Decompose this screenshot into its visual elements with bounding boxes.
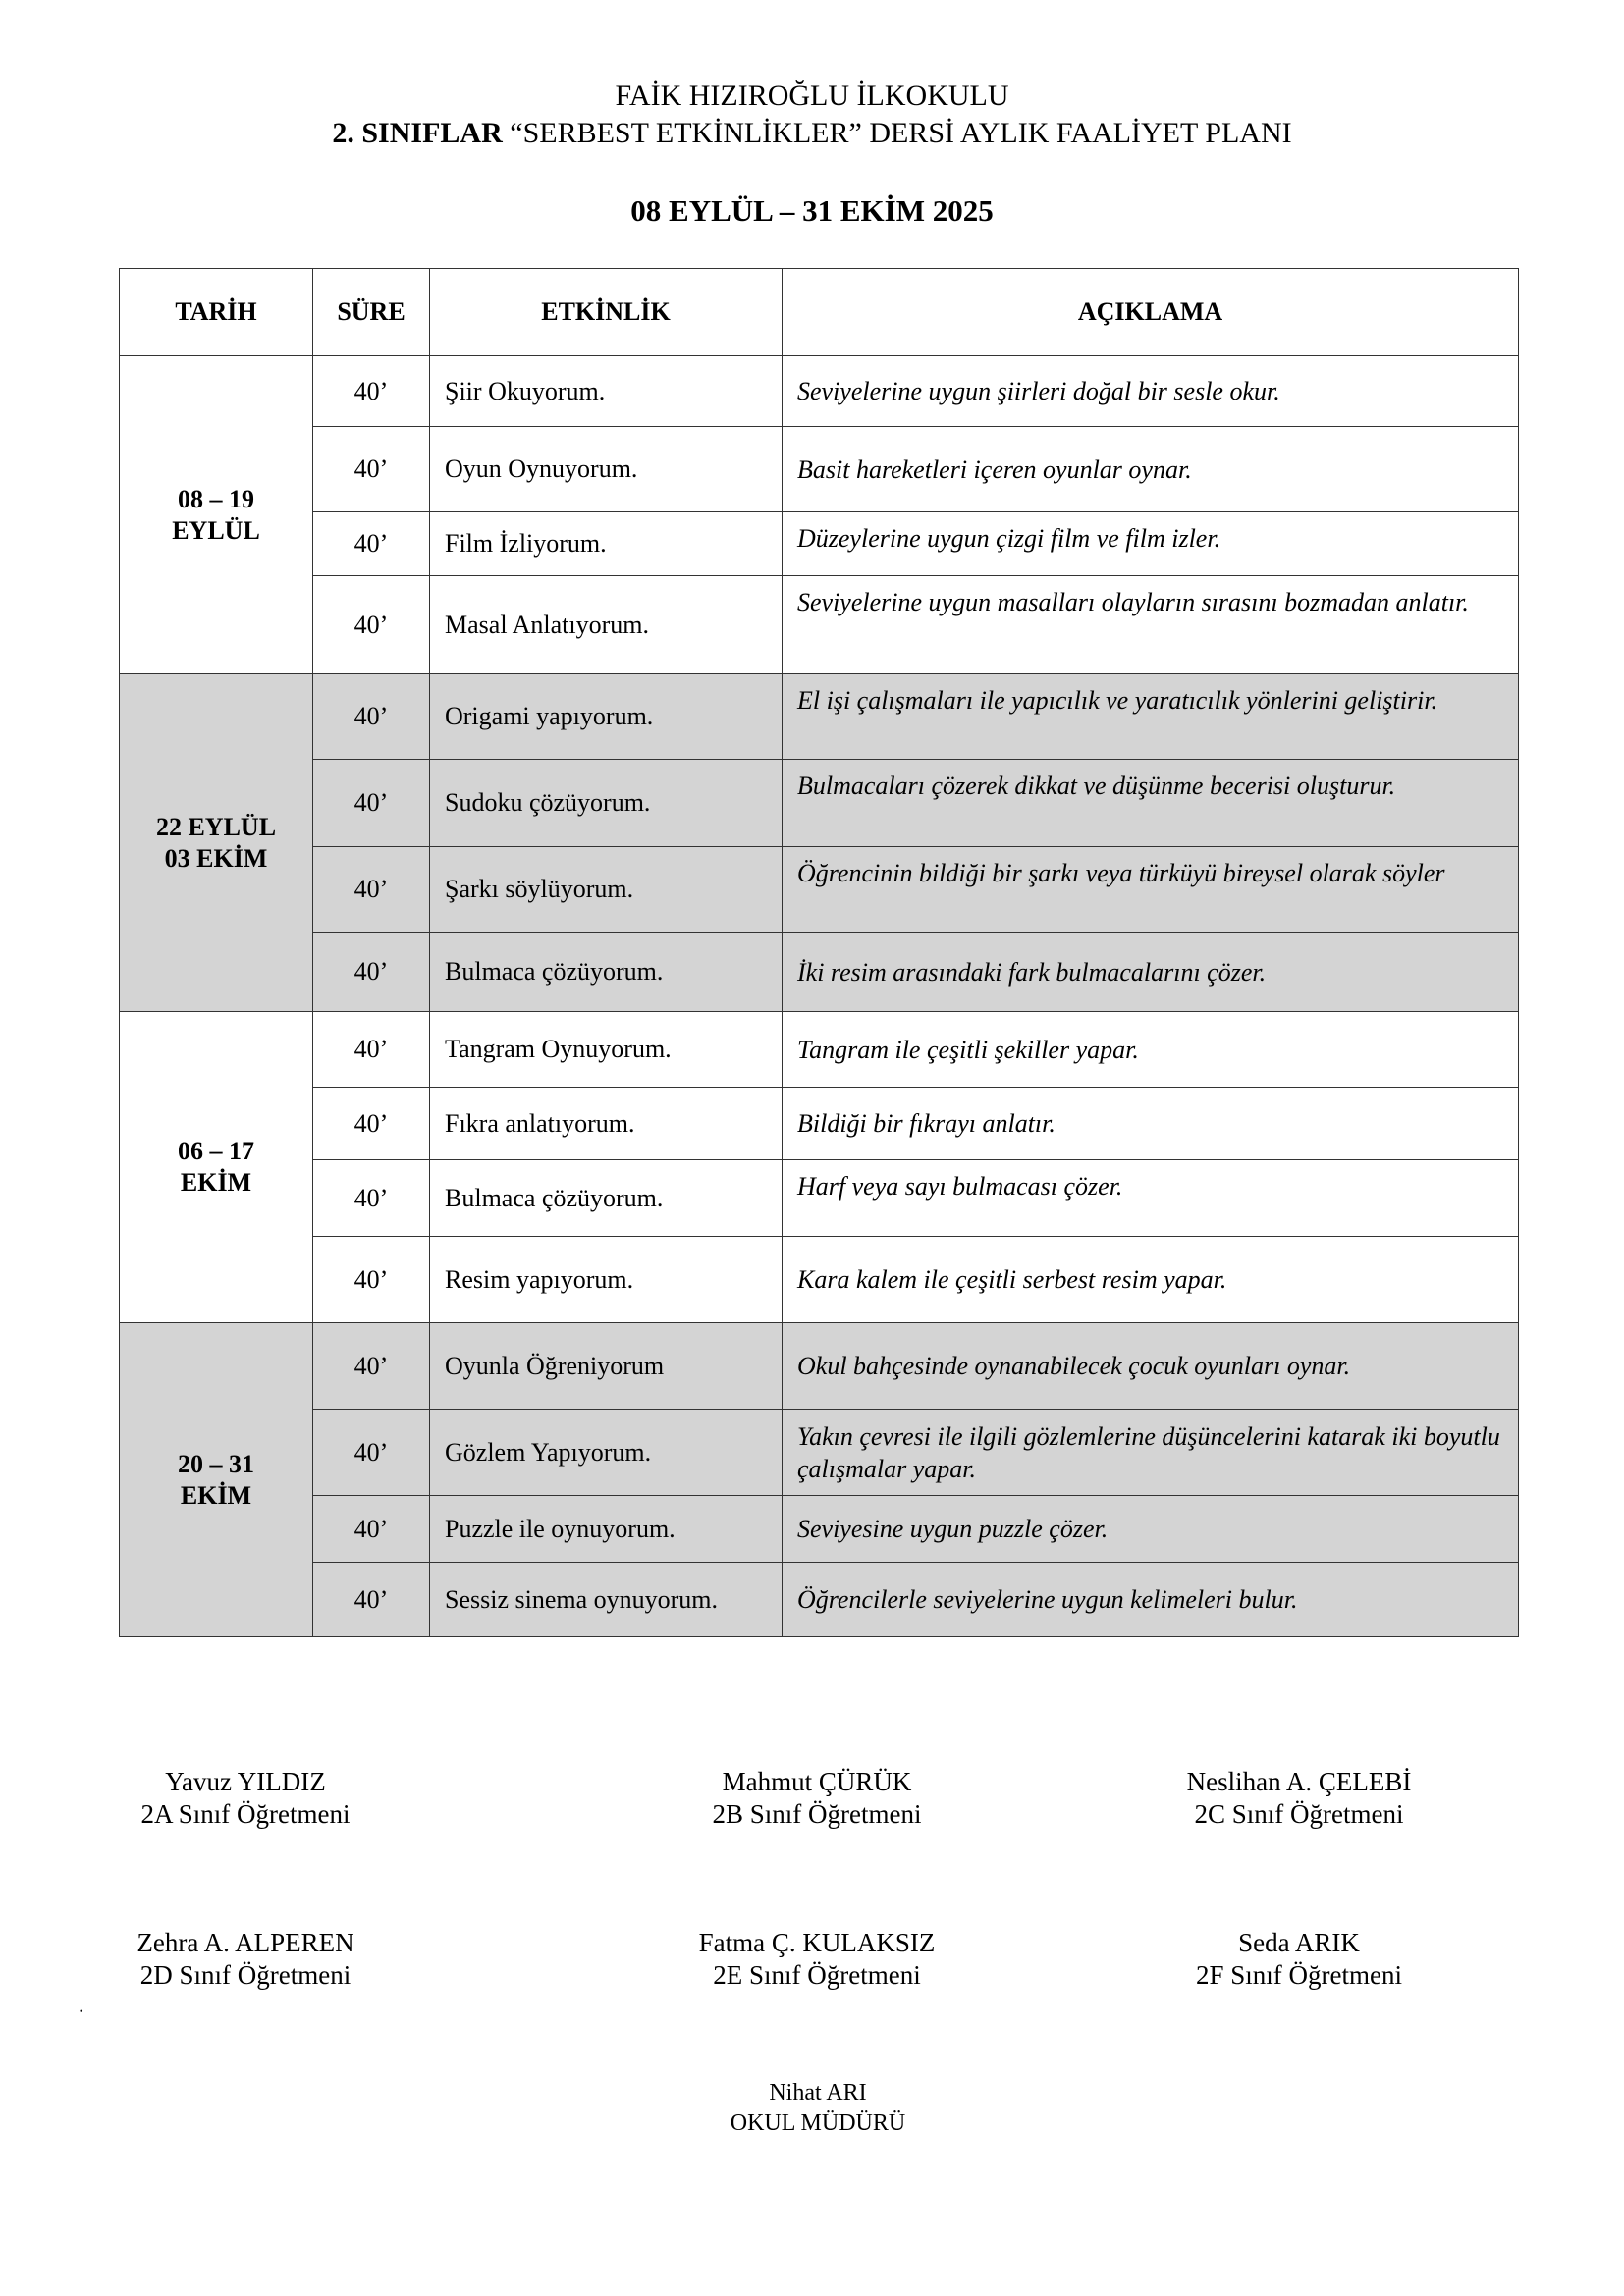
- signature-name: Nihat ARI: [769, 2080, 867, 2106]
- date-cell: 06 – 17 EKİM: [120, 1012, 313, 1323]
- column-header-date: TARİH: [120, 269, 313, 356]
- activity-cell: Bulmaca çözüyorum.: [430, 933, 783, 1012]
- activity-cell: Oyun Oynuyorum.: [430, 427, 783, 512]
- description-cell: Seviyelerine uygun masalları olayların sırasını bozmadan anlatır.: [783, 576, 1519, 674]
- duration-cell: 40’: [313, 1563, 430, 1637]
- description-cell: Öğrencilerle seviyelerine uygun kelimeleri bulur.: [783, 1563, 1519, 1637]
- duration-cell: 40’: [313, 847, 430, 933]
- description-cell: Seviyesine uygun puzzle çözer.: [783, 1496, 1519, 1563]
- table-row: [120, 1323, 1519, 1410]
- description-cell: Bildiği bir fıkrayı anlatır.: [783, 1088, 1519, 1160]
- description-cell: Basit hareketleri içeren oyunlar oynar.: [783, 427, 1519, 512]
- table-row: [120, 1088, 1519, 1160]
- description-cell: Harf veya sayı bulmacası çözer.: [783, 1160, 1519, 1237]
- signature-name: Zehra A. ALPEREN: [136, 1928, 354, 1957]
- stray-dot: .: [79, 1993, 84, 2017]
- signature-name: Yavuz YILDIZ: [165, 1767, 326, 1796]
- signature-principal: [641, 2078, 995, 2139]
- description-cell: Düzeylerine uygun çizgi film ve film izler.: [783, 512, 1519, 576]
- date-cell: 22 EYLÜL 03 EKİM: [120, 674, 313, 1012]
- signature-role: 2F Sınıf Öğretmeni: [1196, 1960, 1402, 1990]
- activity-cell: Puzzle ile oynuyorum.: [430, 1496, 783, 1563]
- table-row: [120, 1563, 1519, 1637]
- table-row: [120, 1410, 1519, 1496]
- table-row: [120, 356, 1519, 427]
- date-cell: 08 – 19 EYLÜL: [120, 356, 313, 674]
- activity-cell: Resim yapıyorum.: [430, 1237, 783, 1323]
- duration-cell: 40’: [313, 1160, 430, 1237]
- activity-cell: Gözlem Yapıyorum.: [430, 1410, 783, 1496]
- duration-cell: 40’: [313, 1012, 430, 1088]
- table-row: [120, 576, 1519, 674]
- plan-subtitle: [0, 116, 1624, 151]
- description-cell: Öğrencinin bildiği bir şarkı veya türküyü bireysel olarak söyler: [783, 847, 1519, 933]
- description-cell: El işi çalışmaları ile yapıcılık ve yaratıcılık yönlerini geliştirir.: [783, 674, 1519, 760]
- table-row: [120, 427, 1519, 512]
- signature-2e: [640, 1927, 994, 1992]
- signature-name: Seda ARIK: [1238, 1928, 1360, 1957]
- signature-role: 2B Sınıf Öğretmeni: [712, 1799, 922, 1829]
- table-row: [120, 1496, 1519, 1563]
- column-header-duration: SÜRE: [313, 269, 430, 356]
- signature-name: Fatma Ç. KULAKSIZ: [698, 1928, 936, 1957]
- activity-cell: Sessiz sinema oynuyorum.: [430, 1563, 783, 1637]
- signature-role: 2E Sınıf Öğretmeni: [713, 1960, 921, 1990]
- table-row: [120, 760, 1519, 847]
- activity-cell: Origami yapıyorum.: [430, 674, 783, 760]
- activity-cell: Fıkra anlatıyorum.: [430, 1088, 783, 1160]
- duration-cell: 40’: [313, 1323, 430, 1410]
- activity-cell: Oyunla Öğreniyorum: [430, 1323, 783, 1410]
- activity-cell: Tangram Oynuyorum.: [430, 1012, 783, 1088]
- date-cell: 20 – 31 EKİM: [120, 1323, 313, 1637]
- table-row: [120, 674, 1519, 760]
- column-header-description: AÇIKLAMA: [783, 269, 1519, 356]
- duration-cell: 40’: [313, 1088, 430, 1160]
- duration-cell: 40’: [313, 1496, 430, 1563]
- description-cell: Bulmacaları çözerek dikkat ve düşünme becerisi oluşturur.: [783, 760, 1519, 847]
- duration-cell: 40’: [313, 512, 430, 576]
- signature-role: 2C Sınıf Öğretmeni: [1194, 1799, 1404, 1829]
- duration-cell: 40’: [313, 576, 430, 674]
- activity-cell: Şiir Okuyorum.: [430, 356, 783, 427]
- signature-2a: [69, 1766, 422, 1831]
- description-cell: Kara kalem ile çeşitli serbest resim yapar.: [783, 1237, 1519, 1323]
- duration-cell: 40’: [313, 427, 430, 512]
- signature-2b: [640, 1766, 994, 1831]
- description-cell: Tangram ile çeşitli şekiller yapar.: [783, 1012, 1519, 1088]
- duration-cell: 40’: [313, 1237, 430, 1323]
- table-row: [120, 933, 1519, 1012]
- duration-cell: 40’: [313, 760, 430, 847]
- signature-role: OKUL MÜDÜRÜ: [730, 2110, 906, 2136]
- description-cell: Okul bahçesinde oynanabilecek çocuk oyunları oynar.: [783, 1323, 1519, 1410]
- duration-cell: 40’: [313, 674, 430, 760]
- signature-role: 2D Sınıf Öğretmeni: [139, 1960, 352, 1990]
- activity-plan-table: [119, 268, 1519, 1637]
- activity-cell: Bulmaca çözüyorum.: [430, 1160, 783, 1237]
- duration-cell: 40’: [313, 1410, 430, 1496]
- signature-2d: [69, 1927, 422, 1992]
- signature-name: Mahmut ÇÜRÜK: [722, 1767, 912, 1796]
- activity-cell: Şarkı söylüyorum.: [430, 847, 783, 933]
- description-cell: İki resim arasındaki fark bulmacalarını çözer.: [783, 933, 1519, 1012]
- description-cell: Yakın çevresi ile ilgili gözlemlerine düşüncelerini katarak iki boyutlu çalışmalar yapar.: [783, 1410, 1519, 1496]
- column-header-activity: ETKİNLİK: [430, 269, 783, 356]
- signature-name: Neslihan A. ÇELEBİ: [1186, 1767, 1412, 1796]
- table-row: [120, 1012, 1519, 1088]
- activity-cell: Masal Anlatıyorum.: [430, 576, 783, 674]
- subtitle-text: “SERBEST ETKİNLİKLER” DERSİ AYLIK FAALİYET PLANI: [502, 117, 1292, 149]
- subtitle-class: 2. SINIFLAR: [332, 117, 503, 149]
- activity-cell: Film İzliyorum.: [430, 512, 783, 576]
- duration-cell: 40’: [313, 356, 430, 427]
- table-row: [120, 1237, 1519, 1323]
- signature-2f: [1122, 1927, 1476, 1992]
- table-header-row: [120, 269, 1519, 356]
- description-cell: Seviyelerine uygun şiirleri doğal bir sesle okur.: [783, 356, 1519, 427]
- signature-role: 2A Sınıf Öğretmeni: [140, 1799, 351, 1829]
- table-row: [120, 847, 1519, 933]
- plan-period: 08 EYLÜL – 31 EKİM 2025: [630, 193, 994, 228]
- signature-2c: [1122, 1766, 1476, 1831]
- duration-cell: 40’: [313, 933, 430, 1012]
- activity-cell: Sudoku çözüyorum.: [430, 760, 783, 847]
- table-row: [120, 512, 1519, 576]
- school-name: FAİK HIZIROĞLU İLKOKULU: [615, 80, 1009, 112]
- table-row: [120, 1160, 1519, 1237]
